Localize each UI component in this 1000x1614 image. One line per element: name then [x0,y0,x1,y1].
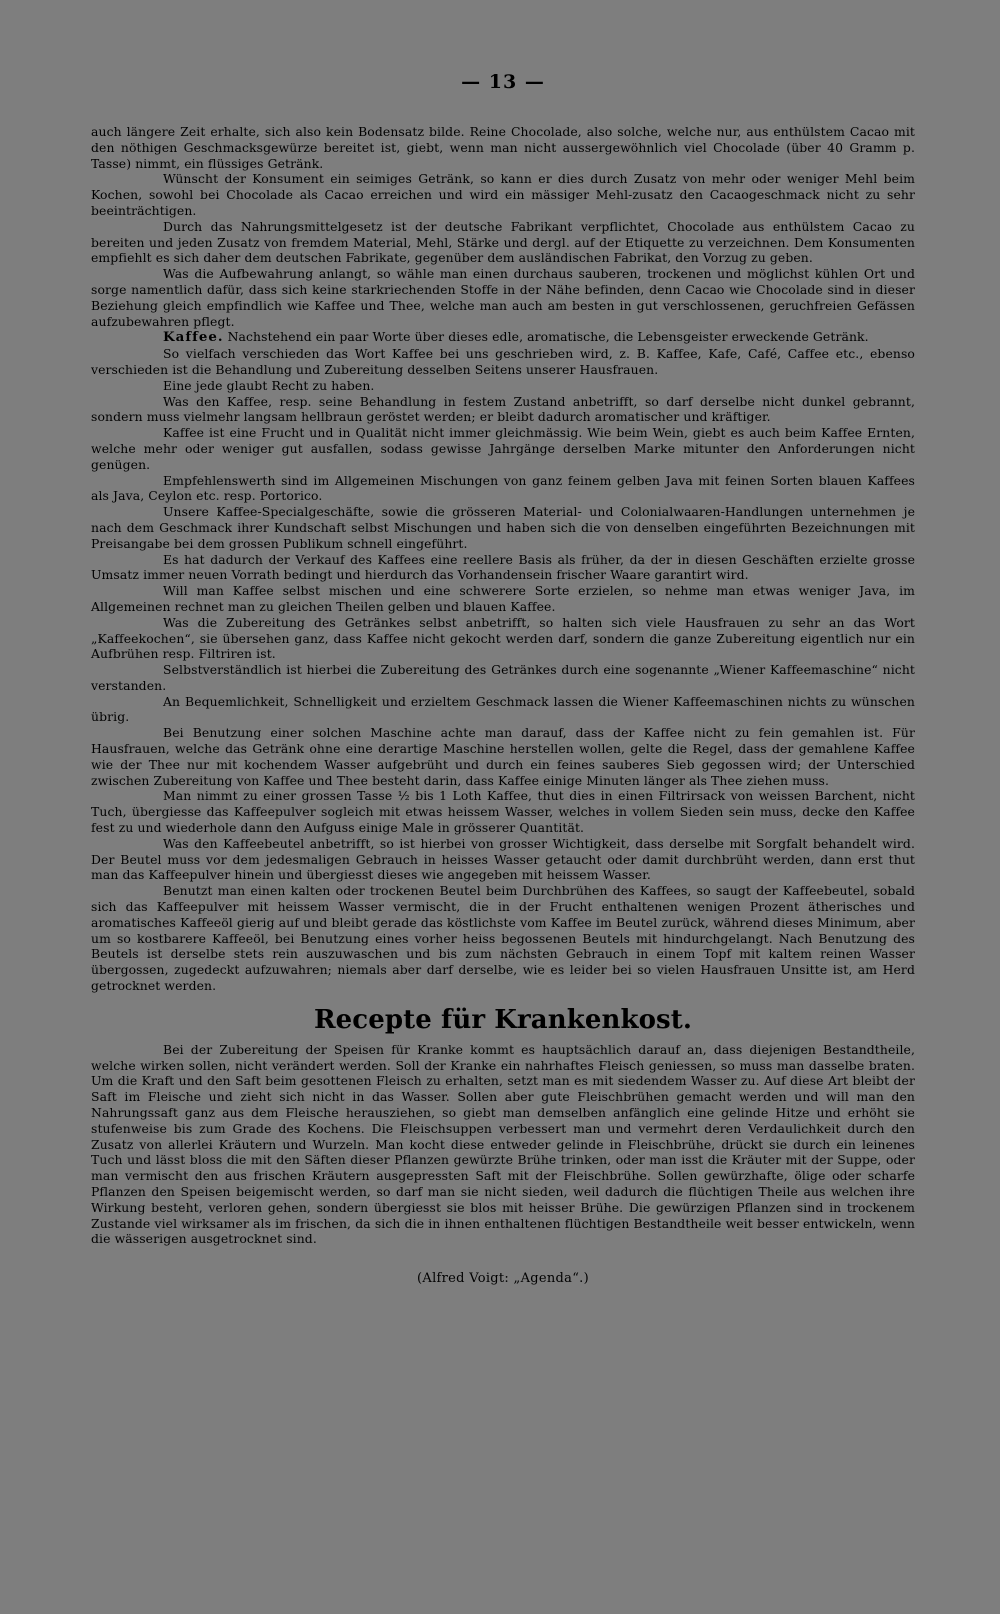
paragraph: Man nimmt zu einer grossen Tasse ½ bis 1 Loth Kaffee, thut dies in einen Filtrirsack von weissen Barchent, nicht Tuch, übergiesse das Kaffeepulver sogleich mit etwas heissem Wasser, welches in vollem Sieden sein muss, decke den Kaffee fest zu und wiederhole dann den Aufguss einige Male in grösserer Quantität. [91,788,915,836]
paragraph: Empfehlenswerth sind im Allgemeinen Mischungen von ganz feinem gelben Java mit feinen Sorten blauen Kaffees als Java, Ceylon etc. resp. Portorico. [91,472,915,504]
paragraph: Bei der Zubereitung der Speisen für Kranke kommt es hauptsächlich darauf an, dass diejenigen Bestandtheile, welche wirken sollen, nicht verändert werden. Soll der Kranke ein nahrhaftes Fleisch geniessen, so muss man dasselbe braten. Um die Kraft und den Saft beim gesottenen Fleisch zu erhalten, setzt man es mit siedendem Wasser zu. Auf diese Art bleibt der Saft im Fleische und zieht sich nicht in das Wasser. Sollen aber gute Fleischbrühen gemacht werden und will man den Nahrungssaft ganz aus dem Fleische herausziehen, so giebt man demselben anfänglich eine gelinde Hitze und erhöht sie stufenweise bis zum Grade des Kochens. Die Fleischsuppen verbessert man und vermehrt deren Verdaulichkeit durch den Zusatz von allerlei Kräutern und Wurzeln. Man kocht diese entweder gelinde in Fleischbrühe, drückt sie durch ein leinenes Tuch und lässt bloss die mit den Säften dieser Pflanzen gewürzte Brühe trinken, oder man isst die Kräuter mit der Suppe, oder man vermischt den aus frischen Kräutern ausgepressten Saft mit der Fleischbrühe. Sollen gewürzhafte, ölige oder scharfe Pflanzen den Speisen beigemischt werden, so darf man sie nicht sieden, weil dadurch die flüchtigen Theile aus welchen ihre Wirkung besteht, verloren gehen, sondern übergiesst sie blos mit heisser Brühe. Die gewürzigen Pflanzen sind in trockenem Zustande viel wirksamer als im frischen, da sich die in ihnen enthaltenen flüchtigen Bestandtheile weit besser entwickeln, wenn die wässerigen ausgetrocknet sind. [91,1041,915,1247]
paragraph: Selbstverständlich ist hierbei die Zubereitung des Getränkes durch eine sogenannte „Wiener Kaffeemaschine“ nicht verstanden. [91,662,915,693]
paragraph: auch längere Zeit erhalte, sich also kein Bodensatz bilde. Reine Chocolade, also solche, welche nur, aus enthülstem Cacao mit den nöthigen Geschmacksgewürze bereitet ist, giebt, wenn man nicht aussergewöhnlich viel Chocolade (über 40 Gramm p. Tasse) nimmt, ein flüssiges Getränk. [91,124,915,171]
attribution: (Alfred Voigt: „Agenda“.) [417,1271,589,1287]
page-number: — 13 — [461,71,545,93]
kaffee-heading: Kaffee. [163,329,224,346]
paragraph: Bei Benutzung einer solchen Maschine achte man darauf, dass der Kaffee nicht zu fein gemahlen ist. Für Hausfrauen, welche das Getränk ohne eine derartige Maschine herstellen wollen, gelte die Regel, dass der gemahlene Kaffee wie der Thee nur mit kochendem Wasser aufgebrüht und durch ein feines sauberes Sieb gegossen wird; der Unterschied zwischen Zubereitung von Kaffee und Thee besteht darin, dass Kaffee einige Minuten länger als Thee ziehen muss. [91,725,915,788]
paragraph: Kaffee ist eine Frucht und in Qualität nicht immer gleichmässig. Wie beim Wein, giebt es auch beim Kaffee Ernten, welche mehr oder weniger gut ausfallen, sodass gewisse Jahrgänge derselben Marke mitunter den Anforderungen nicht genügen. [91,425,915,472]
paragraph: Wünscht der Konsument ein seimiges Getränk, so kann er dies durch Zusatz von mehr oder weniger Mehl beim Kochen, sowohl bei Chocolade als Cacao erreichen und wird ein mässiger Mehl-zusatz den Cacaogeschmack nicht zu sehr beeinträchtigen. [91,171,915,218]
kaffee-lead: Nachstehend ein paar Worte über dieses edle, aromatische, die Lebensgeister erweckende Getränk. [227,329,869,345]
paragraph: Was den Kaffee, resp. seine Behandlung in festem Zustand anbetrifft, so darf derselbe nicht dunkel gebrannt, sondern muss vielmehr langsam hellbraun geröstet werden; er bleibt dadurch aromatischer und kräftiger. [91,393,915,425]
paragraph: An Bequemlichkeit, Schnelligkeit und erzieltem Geschmack lassen die Wiener Kaffeemaschinen nichts zu wünschen übrig. [91,693,915,725]
kaffee-intro-paragraph [91,329,915,346]
document-body [91,124,915,1247]
paragraph: Durch das Nahrungsmittelgesetz ist der deutsche Fabrikant verpflichtet, Chocolade aus enthülstem Cacao zu bereiten und jeden Zusatz von fremdem Material, Mehl, Stärke und dergl. auf der Etiquette zu verzeichnen. Dem Konsumenten empfiehlt es sich daher dem deutschen Fabrikate, gegenüber dem ausländischen Fabrikat, den Vorzug zu geben. [91,218,915,266]
paragraph: Eine jede glaubt Recht zu haben. [163,377,375,393]
section-heading-recepte: Recepte für Krankenkost. [313,1004,693,1035]
paragraph: Unsere Kaffee-Specialgeschäfte, sowie die grösseren Material- und Colonialwaaren-Handlungen unternehmen je nach dem Geschmack ihrer Kundschaft selbst Mischungen und haben sich die von denselben eingeführten Bezeichnungen mit Preisangabe bei dem grossen Publikum schnell eingeführt. [91,504,915,551]
paragraph: Was den Kaffeebeutel anbetrifft, so ist hierbei von grosser Wichtigkeit, dass derselbe mit Sorgfalt behandelt wird. Der Beutel muss vor dem jedesmaligen Gebrauch in heisses Wasser getaucht oder damit durchbrüht werden, dann erst thut man das Kaffeepulver hinein und übergiesst dieses wie angegeben mit heissem Wasser. [91,835,915,883]
paragraph: Will man Kaffee selbst mischen und eine schwerere Sorte erzielen, so nehme man etwas weniger Java, im Allgemeinen rechnet man zu gleichen Theilen gelben und blauen Kaffee. [91,583,915,614]
paragraph: Es hat dadurch der Verkauf des Kaffees eine reellere Basis als früher, da der in diesen Geschäften erzielte grosse Umsatz immer neuen Vorrath bedingt und hierdurch das Vorhandensein frischer Waare garantirt wird. [91,551,915,583]
paragraph: Was die Zubereitung des Getränkes selbst anbetrifft, so halten sich viele Hausfrauen zu sehr an das Wort „Kaffeekochen“, sie übersehen ganz, dass Kaffee nicht gekocht werden darf, sondern die ganze Zubereitung eigentlich nur ein Aufbrühen resp. Filtriren ist. [91,614,915,662]
paragraph: So vielfach verschieden das Wort Kaffee bei uns geschrieben wird, z. B. Kaffee, Kafe, Café, Caffee etc., ebenso verschieden ist die Behandlung und Zubereitung desselben Seitens unserer Hausfrauen. [91,346,915,377]
paragraph: Was die Aufbewahrung anlangt, so wähle man einen durchaus sauberen, trockenen und möglichst kühlen Ort und sorge namentlich dafür, dass sich keine starkriechenden Stoffe in der Nähe befinden, denn Cacao wie Chocolade sind in dieser Beziehung gleich empfindlich wie Kaffee und Thee, welche man auch am besten in gut verschlossenen, geruchfreien Gefässen aufzubewahren pflegt. [91,266,915,329]
paragraph: Benutzt man einen kalten oder trockenen Beutel beim Durchbrühen des Kaffees, so saugt der Kaffeebeutel, sobald sich das Kaffeepulver mit heissem Wasser vermischt, die in der Frucht enthaltenen wenigen Prozent ätherisches und aromatisches Kaffeeöl gierig auf und bleibt gerade das köstlichste vom Kaffee im Beutel zurück, während dieses Minimum, aber um so kostbarere Kaffeeöl, bei Benutzung eines vorher heiss begossenen Beutels mit hindurchgelangt. Nach Benutzung des Beutels ist derselbe stets rein auszuwaschen und bis zum nächsten Gebrauch in einem Topf mit kaltem reinen Wasser übergossen, zugedeckt aufzuwahren; niemals aber darf derselbe, wie es leider bei so vielen Hausfrauen Unsitte ist, am Herd getrocknet werden. [91,883,915,994]
